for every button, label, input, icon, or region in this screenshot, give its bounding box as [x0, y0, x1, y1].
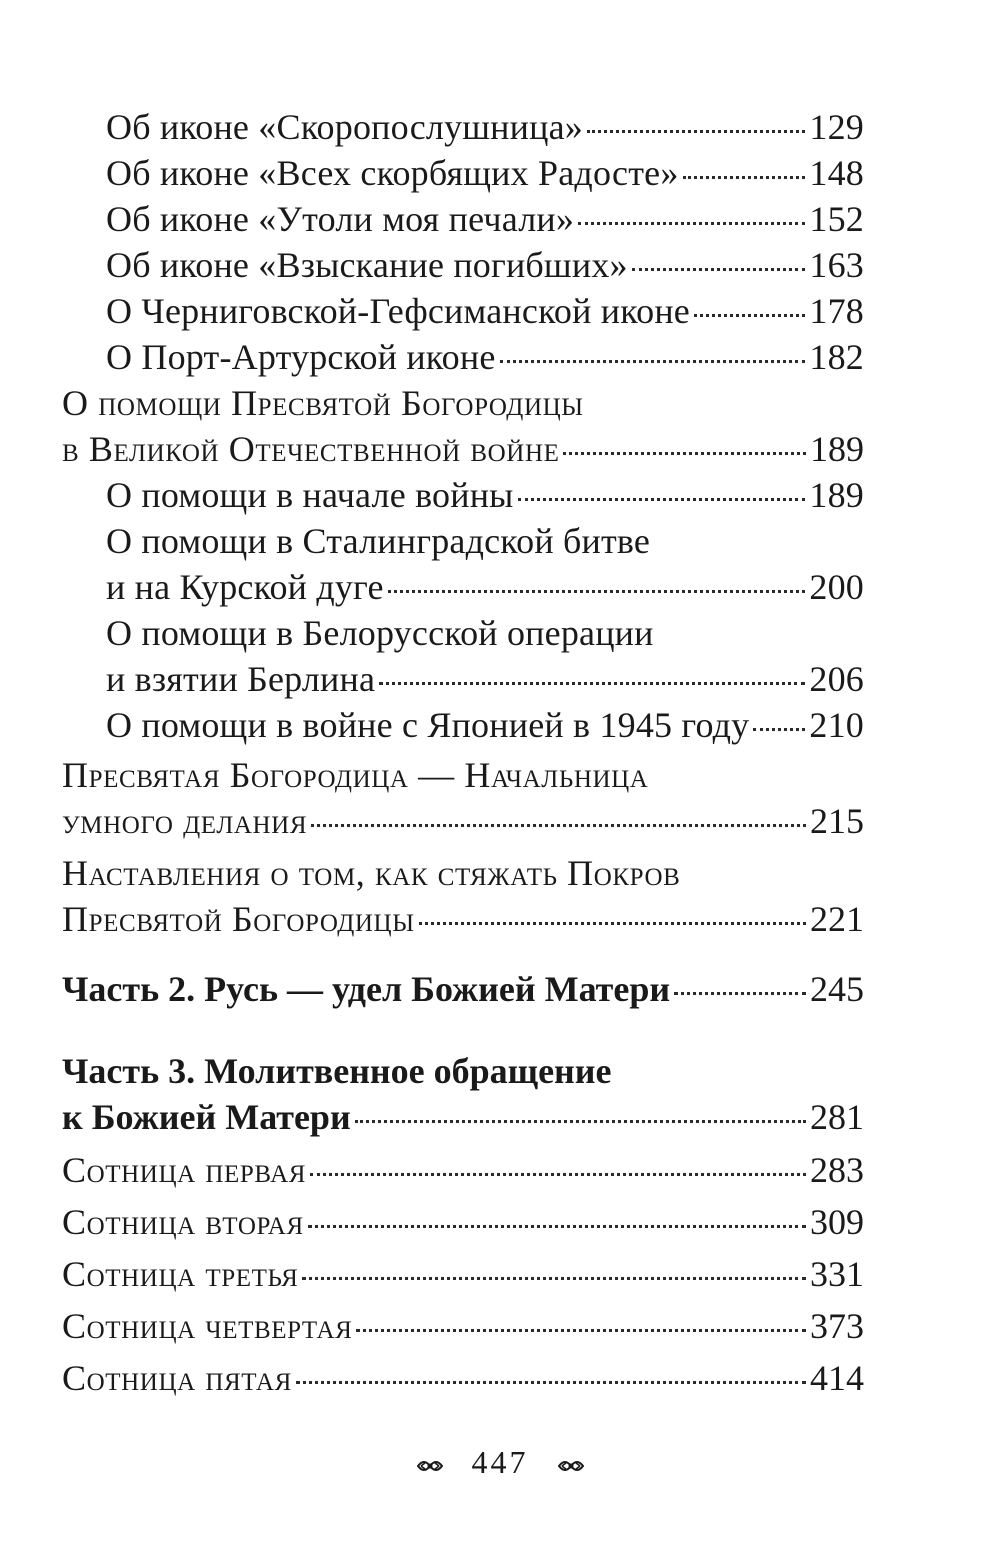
dot-leader [694, 314, 805, 317]
toc-entry-part-3[interactable] [62, 1048, 864, 1140]
toc-entry-hundred-1[interactable] [62, 1144, 864, 1196]
dot-leader [632, 268, 806, 271]
toc-page-number: 182 [809, 337, 864, 377]
toc-page-number: 281 [810, 1097, 864, 1137]
dot-leader [683, 176, 806, 179]
toc-entry-hundred-4[interactable] [62, 1300, 864, 1352]
dot-leader [753, 728, 805, 731]
toc-page-number: 373 [810, 1306, 864, 1346]
toc-entry-title-line1: О помощи в Белорусской операции [106, 613, 654, 653]
dot-leader [674, 992, 806, 995]
toc-entry-title-line2: в Великой Отечественной войне [62, 429, 560, 469]
toc-page-number: 309 [810, 1202, 864, 1242]
dot-leader [311, 824, 806, 827]
toc-page-number: 152 [809, 199, 864, 239]
toc-entry-title: Об иконе «Утоли моя печали» [106, 199, 575, 239]
toc-entry-icon-6[interactable] [62, 334, 864, 380]
toc-entry-icon-5[interactable] [62, 288, 864, 334]
toc-entry-icon-1[interactable] [62, 104, 864, 150]
toc-entry-hundred-3[interactable] [62, 1248, 864, 1300]
toc-entry-title: Часть 2. Русь — удел Божией Матери [62, 969, 671, 1009]
toc-entry-title: Сотница вторая [62, 1202, 304, 1242]
toc-entry-title-line1: О помощи Пресвятой Богородицы [62, 383, 584, 423]
dot-leader [310, 1173, 806, 1176]
ornament-icon [417, 1457, 443, 1475]
page-footer [0, 1444, 1000, 1481]
dot-leader [419, 922, 806, 925]
dot-leader [563, 452, 806, 455]
dot-leader [379, 682, 805, 685]
toc-entry-title-line2: и на Курской дуге [106, 567, 384, 607]
toc-entry-hundred-2[interactable] [62, 1196, 864, 1248]
toc-entry-title-line1: Наставления о том, как стяжать Покров [62, 853, 681, 893]
toc-entry-title: Об иконе «Скоропослушница» [106, 107, 583, 147]
toc-entry-nachalnitsa[interactable] [62, 752, 864, 844]
toc-entry-war[interactable] [62, 380, 864, 472]
toc-entry-title-line1: О помощи в Сталинградской битве [106, 521, 651, 561]
toc-entry-hundred-5[interactable] [62, 1352, 864, 1404]
toc-entry-title: Об иконе «Всех скорбящих Радосте» [106, 153, 679, 193]
toc-entry-title-line2: и взятии Берлина [106, 659, 376, 699]
toc-entry-nastavleniya[interactable] [62, 850, 864, 942]
toc-page-number: 129 [809, 107, 864, 147]
toc-entry-title: О Черниговской-Гефсиманской иконе [106, 291, 690, 331]
toc-page-number: 414 [810, 1358, 864, 1398]
dot-leader [296, 1381, 806, 1384]
toc-entry-part-2[interactable] [62, 966, 864, 1012]
dot-leader [388, 590, 806, 593]
toc-page-number: 215 [810, 801, 864, 841]
toc-entry-icon-4[interactable] [62, 242, 864, 288]
toc-entry-icon-3[interactable] [62, 196, 864, 242]
toc-page-number: 245 [810, 969, 864, 1009]
toc-entry-title: О Порт-Артурской иконе [106, 337, 496, 377]
toc-entry-war-4[interactable] [62, 702, 864, 748]
page-number: 447 [471, 1444, 529, 1480]
dot-leader [308, 1225, 806, 1228]
dot-leader [355, 1120, 806, 1123]
toc-entry-title: Сотница пятая [62, 1358, 292, 1398]
toc-entry-title-line1: Часть 3. Молитвенное обращение [62, 1051, 612, 1091]
toc-entry-title: Об иконе «Взыскание погибших» [106, 245, 628, 285]
ornament-icon [558, 1457, 584, 1475]
toc-page-number: 206 [809, 659, 864, 699]
toc-entry-title: Сотница четвертая [62, 1306, 353, 1346]
toc-entry-title: О помощи в войне с Японией в 1945 году [106, 705, 750, 745]
dot-leader [587, 130, 805, 133]
toc-entry-title: Сотница третья [62, 1254, 299, 1294]
table-of-contents [62, 104, 864, 1404]
toc-page-number: 283 [810, 1150, 864, 1190]
dot-leader [302, 1277, 806, 1280]
toc-entry-title: Сотница первая [62, 1150, 307, 1190]
toc-page-number: 189 [809, 475, 864, 515]
toc-page-number: 200 [809, 567, 864, 607]
dot-leader [518, 498, 806, 501]
dot-leader [578, 222, 805, 225]
toc-entry-title-line2: умного делания [62, 801, 308, 841]
toc-page-number: 221 [810, 899, 864, 939]
toc-entry-icon-2[interactable] [62, 150, 864, 196]
toc-page-number: 163 [809, 245, 864, 285]
toc-page-number: 331 [810, 1254, 864, 1294]
toc-entry-title-line2: Пресвятой Богородицы [62, 899, 415, 939]
toc-entry-war-3[interactable] [62, 610, 864, 702]
toc-entry-war-1[interactable] [62, 472, 864, 518]
toc-entry-title-line2: к Божией Матери [62, 1097, 351, 1137]
dot-leader [356, 1329, 806, 1332]
toc-page-number: 210 [809, 705, 864, 745]
toc-page-number: 189 [810, 429, 864, 469]
toc-entry-war-2[interactable] [62, 518, 864, 610]
toc-page-number: 148 [809, 153, 864, 193]
toc-entry-title-line1: Пресвятая Богородица — Начальница [62, 755, 649, 795]
toc-entry-title: О помощи в начале войны [106, 475, 514, 515]
toc-page-number: 178 [809, 291, 864, 331]
dot-leader [500, 360, 806, 363]
